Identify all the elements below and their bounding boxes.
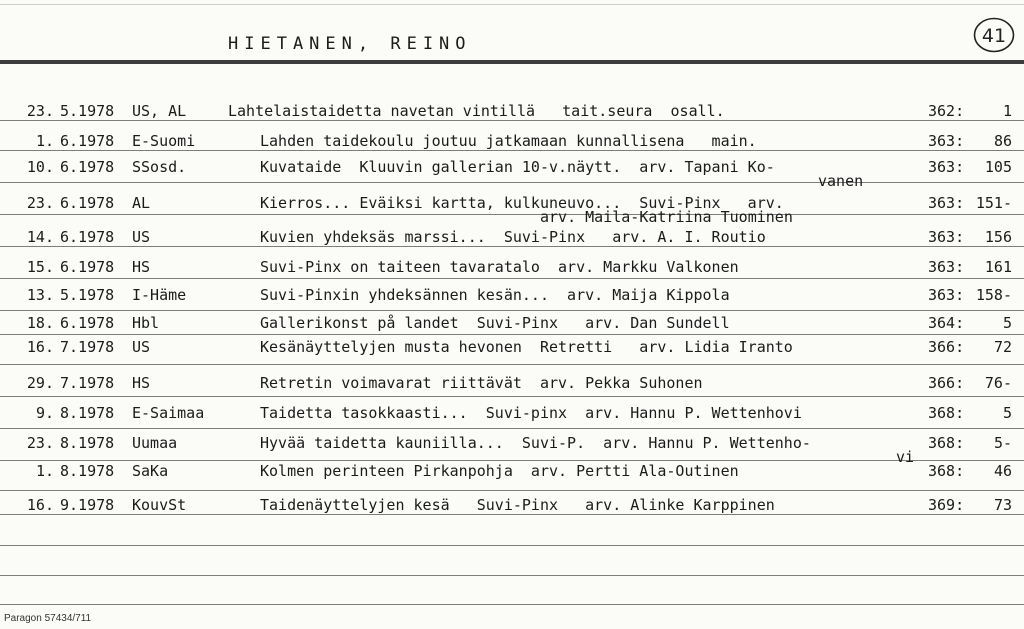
- entry-title: Suvi-Pinx on taiteen tavaratalo arv. Markku Valkonen: [260, 258, 739, 276]
- rule-line: [0, 310, 1024, 311]
- entry-newspaper: US: [132, 338, 151, 356]
- rule-line: [0, 604, 1024, 605]
- entry-newspaper: E-Saimaa: [132, 404, 205, 422]
- entry-page: 158-: [975, 286, 1012, 304]
- entry-date: 8.1978: [60, 462, 115, 480]
- entry-date: 9.1978: [60, 496, 115, 514]
- entry-newspaper: Uumaa: [132, 434, 178, 452]
- entry-title-continuation: arv. Maila-Katriina Tuominen: [540, 208, 793, 226]
- entry-title-continuation: vanen: [818, 172, 864, 190]
- entry-volume: 364:: [928, 314, 965, 332]
- rule-line: [0, 120, 1024, 121]
- entry-page: 161: [984, 258, 1012, 276]
- entry-day: 1.: [35, 462, 54, 480]
- entry-volume: 366:: [928, 374, 965, 392]
- entry-newspaper: HS: [132, 258, 151, 276]
- entry-day: 29.: [26, 374, 54, 392]
- entry-volume: 363:: [928, 158, 965, 176]
- entry-date: 6.1978: [60, 194, 115, 212]
- entry-newspaper: KouvSt: [132, 496, 187, 514]
- entry-date: 5.1978: [60, 102, 115, 120]
- entry-title: Lahtelaistaidetta navetan vintillä tait.seura osall.: [228, 102, 725, 120]
- rule-line: [0, 490, 1024, 491]
- entry-date: 6.1978: [60, 228, 115, 246]
- entry-day: 23.: [26, 434, 54, 452]
- entry-title: Kierros... Eväiksi kartta, kulkuneuvo... Suvi-Pinx arv.: [260, 194, 784, 212]
- entry-page: 86: [993, 132, 1012, 150]
- entry-newspaper: I-Häme: [132, 286, 187, 304]
- entry-day: 23.: [26, 194, 54, 212]
- entry-page: 46: [993, 462, 1012, 480]
- entry-title: Kuvien yhdeksäs marssi... Suvi-Pinx arv. A. I. Routio: [260, 228, 766, 246]
- entry-volume: 363:: [928, 132, 965, 150]
- entry-volume: 362:: [928, 102, 965, 120]
- entry-volume: 363:: [928, 194, 965, 212]
- entry-title: Gallerikonst på landet Suvi-Pinx arv. Dan Sundell: [260, 314, 730, 332]
- entry-page: 105: [984, 158, 1012, 176]
- card-printer-mark: Paragon 57434/711: [4, 613, 92, 624]
- entry-date: 5.1978: [60, 286, 115, 304]
- rule-line: [0, 214, 1024, 215]
- card-title: HIETANEN, REINO: [228, 34, 472, 54]
- entry-title: Kesänäyttelyjen musta hevonen Retretti arv. Lidia Iranto: [260, 338, 793, 356]
- entry-newspaper: E-Suomi: [132, 132, 196, 150]
- entry-volume: 363:: [928, 286, 965, 304]
- entry-newspaper: AL: [132, 194, 151, 212]
- entry-date: 6.1978: [60, 258, 115, 276]
- entry-volume: 363:: [928, 258, 965, 276]
- entry-title: Taidenäyttelyjen kesä Suvi-Pinx arv. Alinke Karppinen: [260, 496, 775, 514]
- rule-line: [0, 514, 1024, 515]
- card-number-stamp: [972, 16, 1016, 54]
- entry-page: 5: [1002, 314, 1012, 332]
- entry-date: 8.1978: [60, 434, 115, 452]
- entry-date: 6.1978: [60, 132, 115, 150]
- entry-date: 8.1978: [60, 404, 115, 422]
- rule-line: [0, 334, 1024, 335]
- rule-line: [0, 545, 1024, 546]
- entry-page: 1: [1002, 102, 1012, 120]
- entry-newspaper: Hbl: [132, 314, 160, 332]
- entry-title: Retretin voimavarat riittävät arv. Pekka Suhonen: [260, 374, 703, 392]
- rule-line: [0, 62, 1024, 64]
- entry-page: 72: [993, 338, 1012, 356]
- rule-line: [0, 575, 1024, 576]
- entry-day: 23.: [26, 102, 54, 120]
- card-number: 41: [981, 25, 1007, 47]
- entry-day: 16.: [26, 338, 54, 356]
- entry-day: 18.: [26, 314, 54, 332]
- rule-line: [0, 182, 1024, 183]
- entry-page: 5-: [993, 434, 1012, 452]
- entry-page: 73: [993, 496, 1012, 514]
- entry-title: Taidetta tasokkaasti... Suvi-pinx arv. Hannu P. Wettenhovi: [260, 404, 802, 422]
- rule-line: [0, 150, 1024, 151]
- entry-newspaper: US, AL: [132, 102, 187, 120]
- entry-title: Hyvää taidetta kauniilla... Suvi-P. arv. Hannu P. Wettenho-: [260, 434, 811, 452]
- entry-day: 10.: [26, 158, 54, 176]
- entry-volume: 368:: [928, 462, 965, 480]
- entry-volume: 363:: [928, 228, 965, 246]
- entry-page: 5: [1002, 404, 1012, 422]
- rule-line: [0, 278, 1024, 279]
- rule-line: [0, 428, 1024, 429]
- entry-day: 13.: [26, 286, 54, 304]
- entry-title: Kuvataide Kluuvin gallerian 10-v.näytt. arv. Tapani Ko-: [260, 158, 775, 176]
- entry-volume: 368:: [928, 404, 965, 422]
- entry-page: 76-: [984, 374, 1012, 392]
- entry-title: Kolmen perinteen Pirkanpohja arv. Pertti Ala-Outinen: [260, 462, 739, 480]
- entry-newspaper: SSosd.: [132, 158, 187, 176]
- rule-line: [0, 246, 1024, 247]
- entry-page: 151-: [975, 194, 1012, 212]
- entry-volume: 368:: [928, 434, 965, 452]
- entry-date: 6.1978: [60, 314, 115, 332]
- entry-date: 6.1978: [60, 158, 115, 176]
- entry-newspaper: US: [132, 228, 151, 246]
- entry-title: Suvi-Pinxin yhdeksännen kesän... arv. Maija Kippola: [260, 286, 730, 304]
- entry-volume: 369:: [928, 496, 965, 514]
- entry-title: Lahden taidekoulu joutuu jatkamaan kunnallisena main.: [260, 132, 757, 150]
- entry-day: 14.: [26, 228, 54, 246]
- entry-day: 9.: [35, 404, 54, 422]
- entry-date: 7.1978: [60, 374, 115, 392]
- rule-line: [0, 460, 1024, 461]
- entry-day: 16.: [26, 496, 54, 514]
- rule-line: [0, 364, 1024, 365]
- entry-page: 156: [984, 228, 1012, 246]
- entry-newspaper: HS: [132, 374, 151, 392]
- entry-newspaper: SaKa: [132, 462, 169, 480]
- entry-day: 15.: [26, 258, 54, 276]
- card-top-edge: [0, 4, 1024, 5]
- entry-day: 1.: [35, 132, 54, 150]
- entry-title-continuation: vi: [896, 448, 915, 466]
- rule-line: [0, 396, 1024, 397]
- entry-date: 7.1978: [60, 338, 115, 356]
- entry-volume: 366:: [928, 338, 965, 356]
